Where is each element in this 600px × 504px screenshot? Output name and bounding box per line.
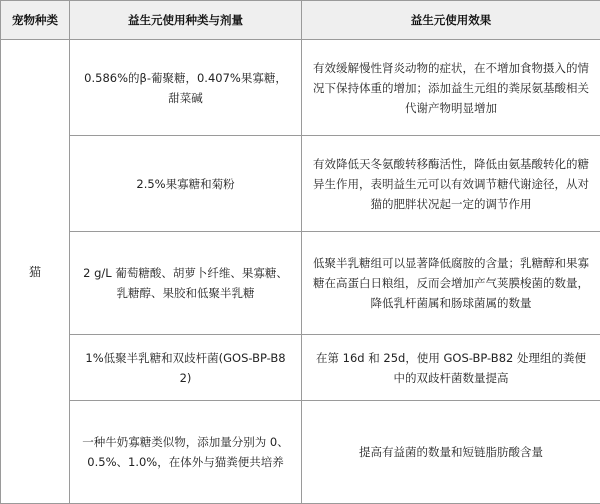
species-cell: 猫	[1, 40, 70, 504]
effect-cell: 低聚半乳糖组可以显著降低腐胺的含量；乳糖醇和果寡糖在高蛋白日粮组，反而会增加产气荚膜梭菌的数量，降低乳杆菌属和肠球菌属的数量	[302, 232, 600, 335]
header-effect: 益生元使用效果	[302, 1, 600, 40]
header-dose: 益生元使用种类与剂量	[70, 1, 302, 40]
dose-cell: 一种牛奶寡糖类似物，添加量分别为 0、0.5%、1.0%，在体外与猫粪便共培养	[70, 401, 302, 504]
table-row	[1, 401, 600, 504]
dose-cell: 2 g/L 葡萄糖酸、胡萝卜纤维、果寡糖、乳糖醇、果胶和低聚半乳糖	[70, 232, 302, 335]
effect-cell: 在第 16d 和 25d，使用 GOS-BP-B82 处理组的粪便中的双歧杆菌数量提高	[302, 335, 600, 401]
table-row	[1, 40, 600, 136]
effect-cell: 提高有益菌的数量和短链脂肪酸含量	[302, 401, 600, 504]
dose-cell: 0.586%的β-葡聚糖，0.407%果寡糖，甜菜碱	[70, 40, 302, 136]
dose-cell: 1%低聚半乳糖和双歧杆菌(GOS-BP-B82)	[70, 335, 302, 401]
effect-cell: 有效缓解慢性肾炎动物的症状，在不增加食物摄入的情况下保持体重的增加；添加益生元组的粪尿氨基酸相关代谢产物明显增加	[302, 40, 600, 136]
table-row	[1, 232, 600, 335]
header-species: 宠物种类	[1, 1, 70, 40]
table-row	[1, 335, 600, 401]
table-header-row	[1, 1, 600, 40]
dose-cell: 2.5%果寡糖和菊粉	[70, 136, 302, 232]
table-row	[1, 136, 600, 232]
effect-cell: 有效降低天冬氨酸转移酶活性，降低由氨基酸转化的糖异生作用，表明益生元可以有效调节糖代谢途径，从对猫的肥胖状况起一定的调节作用	[302, 136, 600, 232]
